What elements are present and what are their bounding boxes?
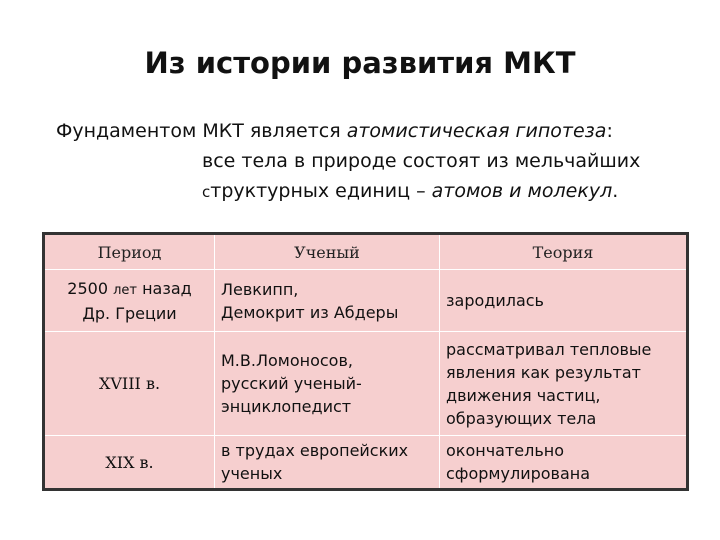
theory-line: движения частиц, <box>446 385 601 405</box>
intro-emphasis: атомов и молекул <box>431 180 613 202</box>
intro-text: Фундаментом МКТ является <box>56 120 347 142</box>
history-table <box>42 232 689 491</box>
scientist-line: русский ученый- <box>221 374 362 393</box>
theory-line: рассматривал тепловые <box>446 339 652 359</box>
cell-scientist <box>215 436 440 490</box>
cell-theory <box>440 332 688 436</box>
cell-theory <box>440 270 688 332</box>
scientist-line: энциклопедист <box>221 397 352 416</box>
intro-line-1 <box>56 116 696 146</box>
cell-theory <box>440 436 688 490</box>
theory-line: образующих тела <box>446 408 597 428</box>
scientist-line: ученых <box>221 464 283 483</box>
period-text: 2500 <box>67 278 114 298</box>
table-header-row <box>44 234 688 270</box>
theory-line: зародилась <box>446 291 544 310</box>
header-period: Период <box>44 234 215 270</box>
cell-period: XVIII в. <box>44 332 215 436</box>
period-line: Др. Греции <box>82 303 177 323</box>
header-theory: Теория <box>440 234 688 270</box>
cell-period <box>44 270 215 332</box>
intro-text: : <box>606 120 613 142</box>
intro-emphasis: атомистическая гипотеза <box>346 120 607 142</box>
table-row <box>44 270 688 332</box>
scientist-line: М.В.Ломоносов, <box>221 351 353 370</box>
intro-line-3 <box>56 176 696 207</box>
cell-scientist <box>215 270 440 332</box>
cell-period: XIX в. <box>44 436 215 490</box>
slide-title: Из истории развития МКТ <box>144 46 576 80</box>
cell-scientist <box>215 332 440 436</box>
scientist-line: Демокрит из Абдеры <box>221 302 399 322</box>
theory-line: сформулирована <box>446 464 591 483</box>
scientist-line: в трудах европейских <box>221 441 409 460</box>
period-text: лет <box>113 282 137 298</box>
scientist-line: Левкипп, <box>221 279 299 299</box>
theory-line: окончательно <box>446 441 565 460</box>
theory-line: явления как результат <box>446 362 641 382</box>
intro-paragraph <box>56 116 696 207</box>
period-text: назад <box>136 278 192 298</box>
intro-line-2: все тела в природе состоят из мельчайших <box>202 150 641 172</box>
intro-text: с <box>202 183 211 201</box>
intro-text: . <box>612 180 619 202</box>
intro-text: труктурных единиц – <box>210 180 432 202</box>
header-scientist: Ученый <box>215 234 440 270</box>
table-row <box>44 436 688 490</box>
period-line <box>51 277 208 302</box>
table-row <box>44 332 688 436</box>
